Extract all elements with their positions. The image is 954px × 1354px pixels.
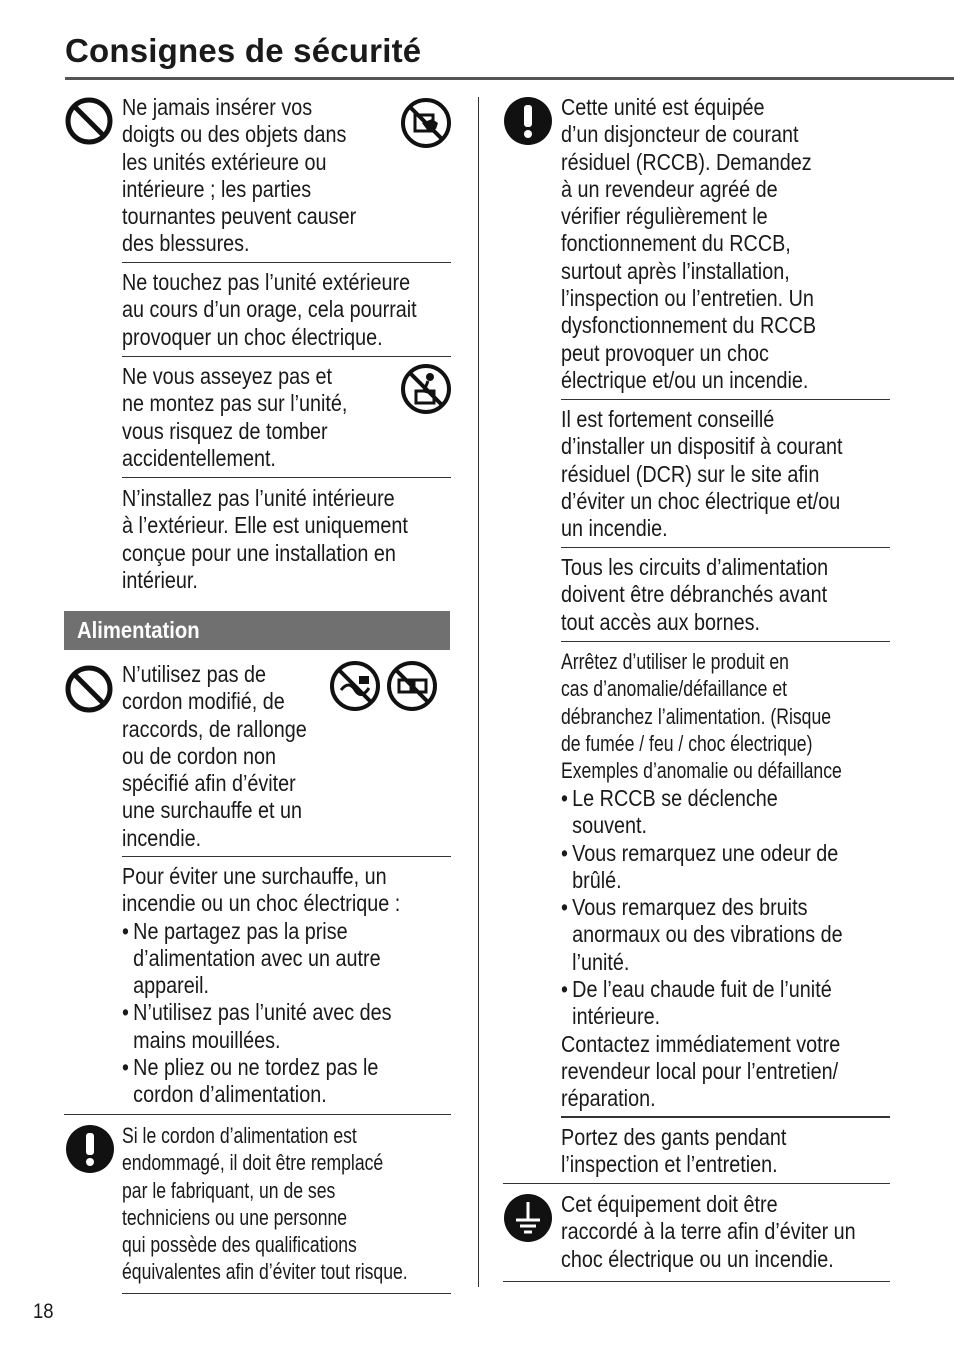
- list-item: • Vous remarquez des bruits anormaux ou des vibrations de l’unité.: [561, 894, 843, 975]
- divider: [64, 1114, 451, 1115]
- divider: [503, 1281, 890, 1282]
- column-divider: [478, 97, 479, 1287]
- title-rule: [65, 77, 954, 80]
- safety-text-anomaly: Arrêtez d’utiliser le produit en cas d’anomalie/défaillance et débranchez l’alimentation. (Risque de fumée / feu / choc électrique) Exemples d’anomalie ou défaillance: [561, 649, 842, 784]
- list-item: • Ne pliez ou ne tordez pas le cordon d’alimentation.: [122, 1054, 379, 1108]
- safety-text-cord: N’utilisez pas de cordon modifié, de raccords, de rallonge ou de cordon non spécifié afin d’éviter une surchauffe et un incendie.: [122, 661, 307, 851]
- list-item: • De l’eau chaude fuit de l’unité intérieure.: [561, 976, 832, 1030]
- divider: [122, 477, 451, 478]
- no-modified-cord-icon: [329, 660, 381, 712]
- divider: [122, 856, 451, 857]
- section-title: Alimentation: [77, 617, 200, 643]
- divider: [122, 356, 451, 357]
- safety-text-gloves: Portez des gants pendant l’inspection et l’entretien.: [561, 1124, 787, 1178]
- list-item: • Ne partagez pas la prise d’alimentation avec un autre appareil.: [122, 917, 381, 999]
- list-item: • Le RCCB se déclenche souvent.: [561, 785, 778, 839]
- no-extension-icon: [386, 660, 438, 712]
- page-title: Consignes de sécurité: [65, 32, 422, 69]
- prohibition-icon: [64, 96, 114, 146]
- divider: [561, 641, 890, 642]
- no-climb-icon: [400, 363, 452, 415]
- safety-text-damaged-cord: Si le cordon d’alimentation est endommagé, il doit être remplacé par le fabriquant, un de ses techniciens ou une personne qui possède des qualifications équivalentes afin d’éviter tout risque.: [122, 1123, 408, 1285]
- list-item: • N’utilisez pas l’unité avec des mains mouillées.: [122, 999, 392, 1053]
- safety-text-circuits: Tous les circuits d’alimentation doivent être débranchés avant tout accès aux bornes.: [561, 554, 829, 635]
- divider: [561, 547, 890, 548]
- divider: [122, 262, 451, 263]
- safety-text-rccb: Cette unité est équipée d’un disjoncteur de courant résiduel (RCCB). Demandez à un revendeur agréé de vérifier régulièrement le fonctionnement du RCCB, surtout après l’installation, l’inspection ou l’entretien. Un dysfonctionnement du RCCB peut provoquer un choc électrique et/ou un incendie.: [561, 94, 817, 393]
- no-fingers-icon: [400, 97, 452, 149]
- divider: [122, 1293, 451, 1294]
- prohibition-icon: [64, 664, 114, 714]
- list-item: • Vous remarquez une odeur de brûlé.: [561, 839, 839, 893]
- safety-text-dcr: Il est fortement conseillé d’installer un dispositif à courant résiduel (DCR) sur le site afin d’éviter un choc électrique et/ou un incendie.: [561, 406, 843, 542]
- safety-text-storm: Ne touchez pas l’unité extérieure au cours d’un orage, cela pourrait provoquer un choc électrique.: [122, 269, 417, 350]
- divider: [561, 399, 890, 400]
- divider: [503, 1183, 890, 1184]
- safety-text-indoor: N’installez pas l’unité intérieure à l’extérieur. Elle est uniquement conçue pour une installation en intérieur.: [122, 485, 408, 593]
- divider: [561, 1116, 890, 1118]
- page-number: 18: [33, 1300, 54, 1323]
- ground-icon: [503, 1193, 553, 1243]
- exclamation-icon: [503, 96, 553, 146]
- safety-text-climb: Ne vous asseyez pas et ne montez pas sur l’unité, vous risquez de tomber accidentellement.: [122, 363, 348, 471]
- safety-text-fingers: Ne jamais insérer vos doigts ou des objets dans les unités extérieure ou intérieure ; les parties tournantes peuvent causer des blessures.: [122, 94, 357, 257]
- exclamation-icon: [65, 1124, 115, 1174]
- safety-text-overheat: Pour éviter une surchauffe, un incendie ou un choc électrique : • Ne partagez pas la prise d’alimentation avec un autre appareil. • N’utilisez pas l’unité avec des mains mouillées. • Ne pliez ou ne tordez pas le cordon d’alimentation.: [122, 863, 401, 1108]
- safety-text-anomaly-list: • Le RCCB se déclenche souvent. • Vous remarquez une odeur de brûlé. • Vous remarquez des bruits anormaux ou des vibrations de l’unité. • De l’eau chaude fuit de l’unité intérieure. Contactez immédiatement votre revendeur local pour l’entretien/ réparation.: [561, 785, 843, 1112]
- safety-text-ground: Cet équipement doit être raccordé à la terre afin d’éviter un choc électrique ou un incendie.: [561, 1191, 856, 1272]
- section-header-alimentation: [64, 611, 450, 650]
